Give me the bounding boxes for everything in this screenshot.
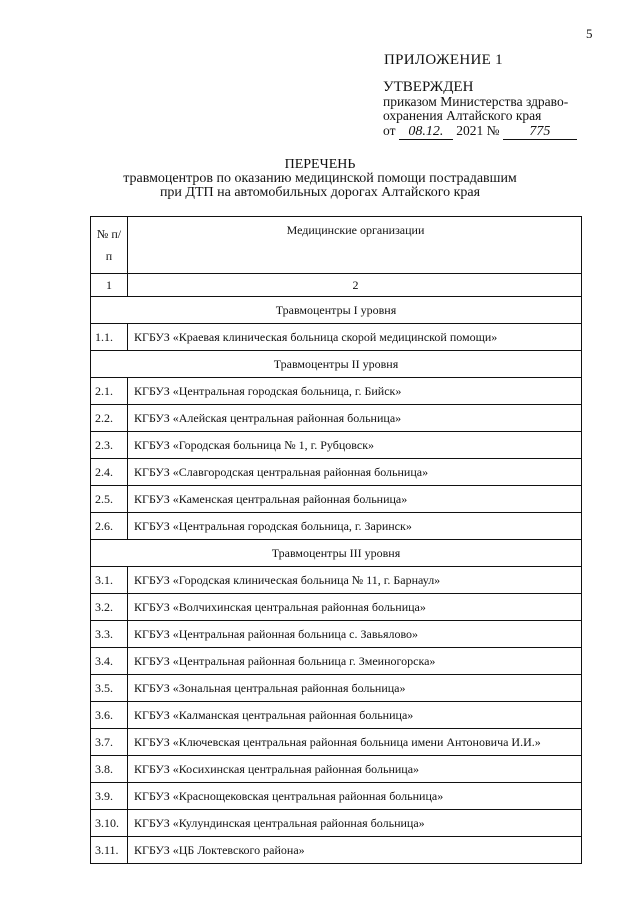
row-number: 2.2.: [91, 405, 128, 432]
row-number: 3.1.: [91, 567, 128, 594]
section-row: [91, 540, 582, 567]
organization-name: КГБУЗ «Алейская центральная районная больница»: [128, 405, 582, 432]
table-row: [91, 810, 582, 837]
table-row: [91, 324, 582, 351]
table-row: [91, 648, 582, 675]
organization-name: КГБУЗ «Городская больница № 1, г. Рубцовск»: [128, 432, 582, 459]
row-number: 3.5.: [91, 675, 128, 702]
table-row: [91, 729, 582, 756]
row-number: 3.2.: [91, 594, 128, 621]
table-row: [91, 594, 582, 621]
organization-name: КГБУЗ «Центральная городская больница, г. Заринск»: [128, 513, 582, 540]
appendix-title: ПРИЛОЖЕНИЕ 1: [384, 52, 503, 68]
approval-block: [383, 80, 613, 140]
approval-year: 2021 №: [456, 123, 500, 138]
section-title: Травмоцентры I уровня: [91, 297, 582, 324]
organization-name: КГБУЗ «Зональная центральная районная больница»: [128, 675, 582, 702]
approval-line-2: охранения Алтайского края: [383, 108, 542, 123]
column-index-row: [91, 274, 582, 297]
row-number: 3.4.: [91, 648, 128, 675]
header-num: № п/п: [91, 217, 128, 274]
table-row: [91, 567, 582, 594]
table-row: [91, 783, 582, 810]
section-title: Травмоцентры II уровня: [91, 351, 582, 378]
organization-name: КГБУЗ «Центральная городская больница, г. Бийск»: [128, 378, 582, 405]
row-number: 3.7.: [91, 729, 128, 756]
list-heading: [0, 158, 640, 200]
organization-name: КГБУЗ «Волчихинская центральная районная больница»: [128, 594, 582, 621]
table-row: [91, 756, 582, 783]
row-number: 2.6.: [91, 513, 128, 540]
handwritten-order-number: 775: [503, 125, 577, 140]
column-index-1: 1: [91, 274, 128, 297]
table-row: [91, 378, 582, 405]
row-number: 2.5.: [91, 486, 128, 513]
heading-line-2: травмоцентров по оказанию медицинской помощи пострадавшим: [123, 171, 517, 186]
row-number: 3.9.: [91, 783, 128, 810]
row-number: 2.1.: [91, 378, 128, 405]
organization-name: КГБУЗ «Центральная районная больница г. Змеиногорска»: [128, 648, 582, 675]
header-organizations: Медицинские организации: [128, 217, 582, 274]
row-number: 3.8.: [91, 756, 128, 783]
organization-name: КГБУЗ «Городская клиническая больница № 11, г. Барнаул»: [128, 567, 582, 594]
table-row: [91, 513, 582, 540]
approval-prefix: от: [383, 123, 396, 138]
organization-name: КГБУЗ «Краевая клиническая больница скорой медицинской помощи»: [128, 324, 582, 351]
heading-title: ПЕРЕЧЕНЬ: [284, 157, 356, 172]
organization-name: КГБУЗ «Краснощековская центральная районная больница»: [128, 783, 582, 810]
organization-name: КГБУЗ «Славгородская центральная районная больница»: [128, 459, 582, 486]
section-row: [91, 297, 582, 324]
page-number: 5: [586, 26, 593, 41]
heading-line-3: при ДТП на автомобильных дорогах Алтайского края: [159, 185, 481, 200]
approval-line-1: приказом Министерства здраво-: [383, 94, 569, 109]
row-number: 2.3.: [91, 432, 128, 459]
row-number: 3.11.: [91, 837, 128, 864]
organizations-table: [90, 216, 582, 864]
table-row: [91, 837, 582, 864]
approval-order-line: [383, 123, 613, 140]
table-row: [91, 459, 582, 486]
table-row: [91, 486, 582, 513]
section-row: [91, 351, 582, 378]
organization-name: КГБУЗ «Ключевская центральная районная больница имени Антоновича И.И.»: [128, 729, 582, 756]
table-header-row: [91, 217, 582, 274]
organization-name: КГБУЗ «Косихинская центральная районная больница»: [128, 756, 582, 783]
row-number: 2.4.: [91, 459, 128, 486]
table-row: [91, 621, 582, 648]
table-row: [91, 675, 582, 702]
organization-name: КГБУЗ «ЦБ Локтевского района»: [128, 837, 582, 864]
organization-name: КГБУЗ «Центральная районная больница с. Завьялово»: [128, 621, 582, 648]
organization-name: КГБУЗ «Калманская центральная районная больница»: [128, 702, 582, 729]
row-number: 3.3.: [91, 621, 128, 648]
table-row: [91, 432, 582, 459]
handwritten-date: 08.12.: [399, 125, 453, 140]
table-row: [91, 405, 582, 432]
section-title: Травмоцентры III уровня: [91, 540, 582, 567]
table-row: [91, 702, 582, 729]
organization-name: КГБУЗ «Кулундинская центральная районная больница»: [128, 810, 582, 837]
column-index-2: 2: [128, 274, 582, 297]
row-number: 1.1.: [91, 324, 128, 351]
organization-name: КГБУЗ «Каменская центральная районная больница»: [128, 486, 582, 513]
row-number: 3.10.: [91, 810, 128, 837]
approval-title: УТВЕРЖДЕН: [383, 79, 474, 95]
row-number: 3.6.: [91, 702, 128, 729]
